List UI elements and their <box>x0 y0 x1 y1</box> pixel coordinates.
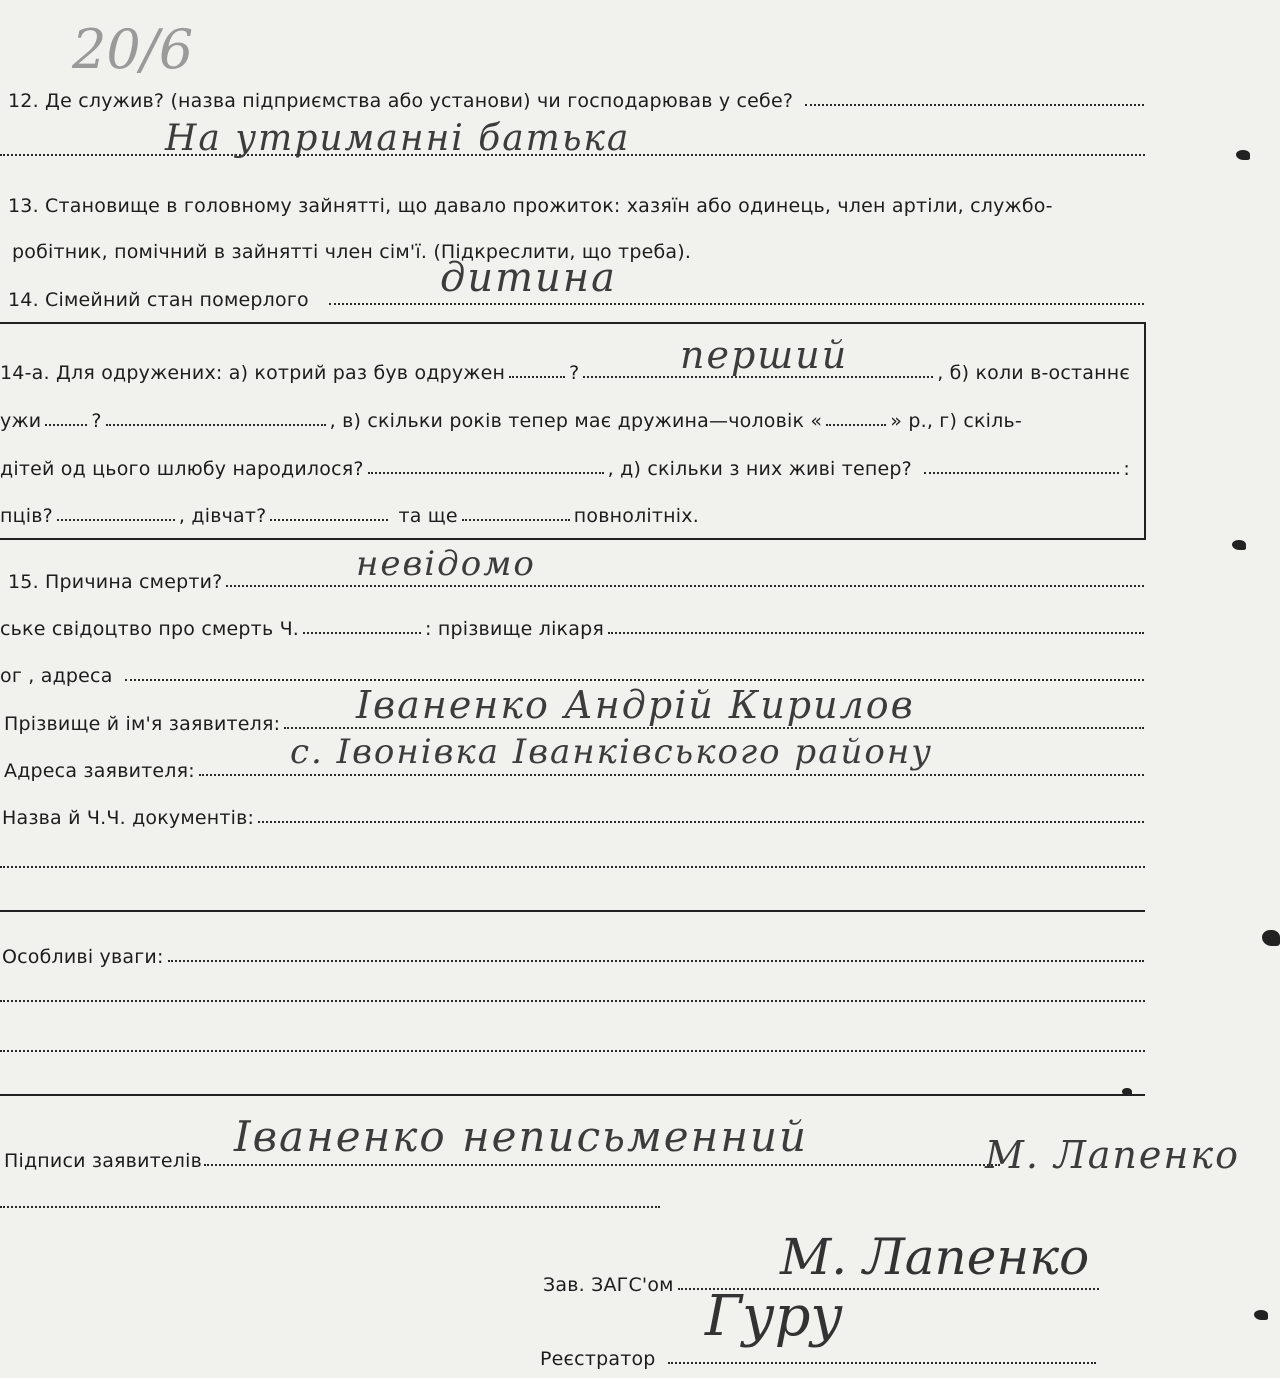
registrar-dots <box>668 1360 1096 1364</box>
q14a-dots-1 <box>509 374 565 378</box>
q14a-colon: : <box>1123 458 1130 480</box>
section-divider-2 <box>0 1094 1145 1096</box>
binding-hole <box>1262 930 1280 946</box>
q15-row <box>8 559 1148 593</box>
registrar-signature: Гуру <box>705 1284 843 1349</box>
q14a-q-mark-1: ? <box>569 362 580 384</box>
q14a-girls-label: , дівчат? <box>178 505 267 527</box>
signatures-label: Підписи заявителів <box>4 1150 203 1172</box>
q14a-line3 <box>0 446 1130 480</box>
applicant-address-label: Адреса заявителя: <box>4 760 195 782</box>
signatures-line-2 <box>0 1206 660 1208</box>
special-label: Особливі уваги: <box>2 946 164 968</box>
q14a-dots-7 <box>924 470 1119 474</box>
q14a-dots-9 <box>270 517 388 521</box>
registrar-label: Реєстратор <box>540 1348 656 1370</box>
q14-label: 14. Сімейний стан померлого <box>8 289 309 311</box>
special-line-2 <box>0 1000 1145 1002</box>
q14a-dots-3 <box>45 422 87 426</box>
applicant-address-answer: с. Івонівка Іванківського району <box>290 732 933 772</box>
q14a-dots-5 <box>826 422 886 426</box>
q12-dots <box>805 102 1144 106</box>
applicant-address-dots <box>199 772 1144 776</box>
q14-dots <box>329 301 1144 305</box>
section-divider-1 <box>0 910 1145 912</box>
doctor-dots <box>608 630 1144 634</box>
q13-text-2: робітник, помічний в зайнятті член сім'ї. (Підкреслити, що треба). <box>12 241 692 263</box>
signatures-answer: Іваненко неписьменний <box>234 1112 809 1161</box>
q14a-spouse-age-label: , в) скільки років тепер має дружина—чоловік « <box>329 410 823 432</box>
zags-signature: М. Лапенко <box>780 1228 1090 1286</box>
q14a-more-label: та ще <box>398 505 458 527</box>
signatures-extra: М. Лапенко <box>985 1133 1240 1177</box>
q15-answer: невідомо <box>356 544 536 584</box>
q12-answer: На утриманні батька <box>165 118 631 159</box>
binding-hole <box>1122 1088 1132 1096</box>
q12-label: 12. Де служив? (назва підприємства або установи) чи господарював у себе? <box>8 90 794 112</box>
signatures-dots <box>204 1162 1000 1166</box>
q14a-answer: перший <box>680 333 849 377</box>
applicant-name-label: Прізвище й ім'я заявителя: <box>4 713 281 735</box>
q14a-last-label: , б) коли в-останнє <box>937 362 1130 384</box>
zags-label: Зав. ЗАГС'ом <box>543 1274 674 1296</box>
binding-hole <box>1232 540 1246 550</box>
q12-row <box>8 78 1148 112</box>
binding-hole <box>1236 150 1250 160</box>
certificate-dots <box>303 630 421 634</box>
archive-number: 20/6 <box>72 18 194 81</box>
q14a-born-label: дітей од цього шлюбу народилося? <box>0 458 364 480</box>
binding-hole <box>1254 1310 1268 1320</box>
q14a-line1 <box>0 350 1130 384</box>
q14-answer: дитина <box>440 255 617 301</box>
special-dots <box>168 958 1144 962</box>
doctor-label: : прізвище лікаря <box>425 618 604 640</box>
q14a-married-label: 14-а. Для одружених: а) котрий раз був одружен <box>0 362 506 384</box>
q14a-boys-label: пців? <box>0 505 53 527</box>
address-row <box>0 653 1148 687</box>
q14a-adult-label: повнолітніх. <box>573 505 699 527</box>
q14a-ago-label: ужи <box>0 410 42 432</box>
q14a-dots-10 <box>462 517 570 521</box>
special-row <box>2 934 1148 968</box>
q14a-children-label: » р., г) скіль- <box>890 410 1022 432</box>
q14a-line2 <box>0 398 1130 432</box>
documents-extra-line <box>0 866 1145 868</box>
q14a-alive-label: , д) скільки з них живі тепер? <box>607 458 912 480</box>
certificate-row <box>0 606 1148 640</box>
documents-row <box>2 795 1148 829</box>
q13-line1 <box>8 183 1148 217</box>
address-dots <box>125 677 1144 681</box>
applicant-name-answer: Іваненко Андрій Кирилов <box>356 683 915 727</box>
address-label: ог , адреса <box>0 665 113 687</box>
special-line-3 <box>0 1050 1145 1052</box>
q14a-dots-4 <box>106 422 326 426</box>
q14a-dots-8 <box>57 517 175 521</box>
documents-dots <box>258 819 1144 823</box>
q15-label: 15. Причина смерти? <box>8 571 223 593</box>
documents-label: Назва й Ч.Ч. документів: <box>2 807 255 829</box>
q14a-dots-6 <box>368 470 604 474</box>
q14a-line4 <box>0 493 1130 527</box>
q14a-q-mark-2: ? <box>91 410 102 432</box>
certificate-label: ське свідоцтво про смерть Ч. <box>0 618 300 640</box>
q13-text-1: 13. Становище в головному зайнятті, що давало прожиток: хазяїн або одинець, член артіли, службо- <box>8 195 1053 217</box>
